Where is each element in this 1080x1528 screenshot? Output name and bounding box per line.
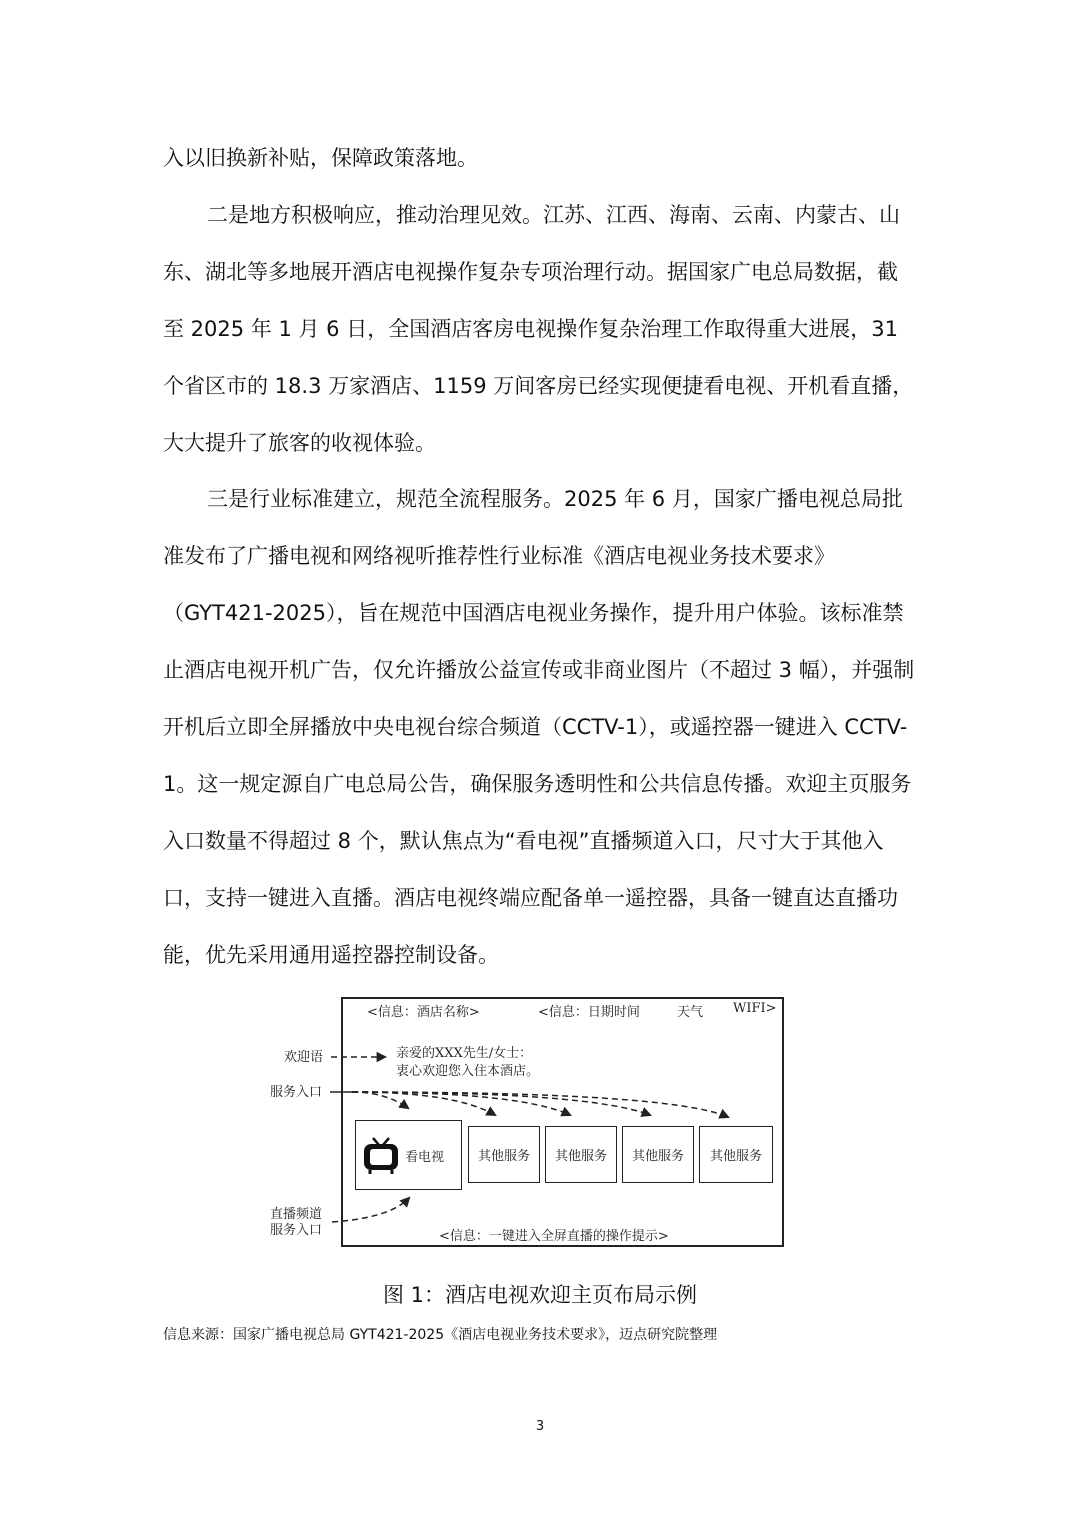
paragraph-1: 入以旧换新补贴，保障政策落地。 xyxy=(163,146,478,170)
other-service-entry-1: 其他服务 xyxy=(468,1126,540,1183)
datetime-info: <信息：日期时间 xyxy=(538,1005,640,1020)
other-service-entry-4: 其他服务 xyxy=(699,1126,773,1183)
other-service-entry-2: 其他服务 xyxy=(545,1126,617,1183)
other-service-entry-3: 其他服务 xyxy=(622,1126,694,1183)
label-service-entry: 服务入口 xyxy=(270,1085,323,1100)
figure-caption: 图 1：酒店电视欢迎主页布局示例 xyxy=(382,1283,698,1307)
one-key-live-hint: <信息：一键进入全屏直播的操作提示> xyxy=(439,1229,669,1244)
label-welcome: 欢迎语 xyxy=(284,1050,324,1065)
paragraph-3: 三是行业标准建立，规范全流程服务。2025 年 6 月，国家广播电视总局批准发布了广播电视和网络视听推荐性行业标准《酒店电视业务技术要求》（GYT421-2025），旨在规范中国酒店电视业务操作，提升用户体验。该标准禁止酒店电视开机广告，仅允许播放公益宣传或非商业图片（不超过 3 幅），并强制开机后立即全屏播放中央电视台综合频道（CCTV-1），或遥控器一键进入 CCTV-1。这一规定源自广电总局公告，确保服务透明性和公共信息传播。欢迎主页服务入口数量不得超过 8 个，默认焦点为“看电视”直播频道入口，尺寸大于其他入口，支持一键进入直播。酒店电视终端应配备单一遥控器，具备一键直达直播功能，优先采用通用遥控器控制设备。 xyxy=(163,487,915,967)
page-number: 3 xyxy=(535,1419,545,1434)
service-arrow-4 xyxy=(352,1092,728,1117)
greeting-line-1: 亲爱的XXX先生/女士： xyxy=(396,1046,533,1061)
service-arrow-3 xyxy=(352,1092,650,1115)
service-arrow-tv xyxy=(352,1092,408,1108)
watch-tv-label: 看电视 xyxy=(405,1149,445,1165)
paragraph-2: 二是地方积极响应，推动治理见效。江苏、江西、海南、云南、内蒙古、山东、湖北等多地展开酒店电视操作复杂专项治理行动。据国家广电总局数据，截至 2025 年 1 月 6 日，全国酒店客房电视操作复杂治理工作取得重大进展，31 个省区市的 18.3 万家酒店、1159 万间客房已经实现便捷看电视、开机看直播，大大提升了旅客的收视体验。 xyxy=(163,203,914,455)
live-channel-arrow xyxy=(332,1198,409,1222)
weather-info: 天气 xyxy=(677,1005,704,1020)
greeting-line-2: 衷心欢迎您入住本酒店。 xyxy=(396,1064,540,1079)
wifi-info: WIFI> xyxy=(733,1001,777,1016)
hotel-name-info: <信息：酒店名称> xyxy=(367,1005,480,1020)
label-live-service-entry: 服务入口 xyxy=(270,1223,323,1238)
label-live-channel: 直播频道 xyxy=(270,1207,323,1222)
figure-source: 信息来源：国家广播电视总局 GYT421-2025《酒店电视业务技术要求》，迈点研究院整理 xyxy=(163,1327,718,1343)
